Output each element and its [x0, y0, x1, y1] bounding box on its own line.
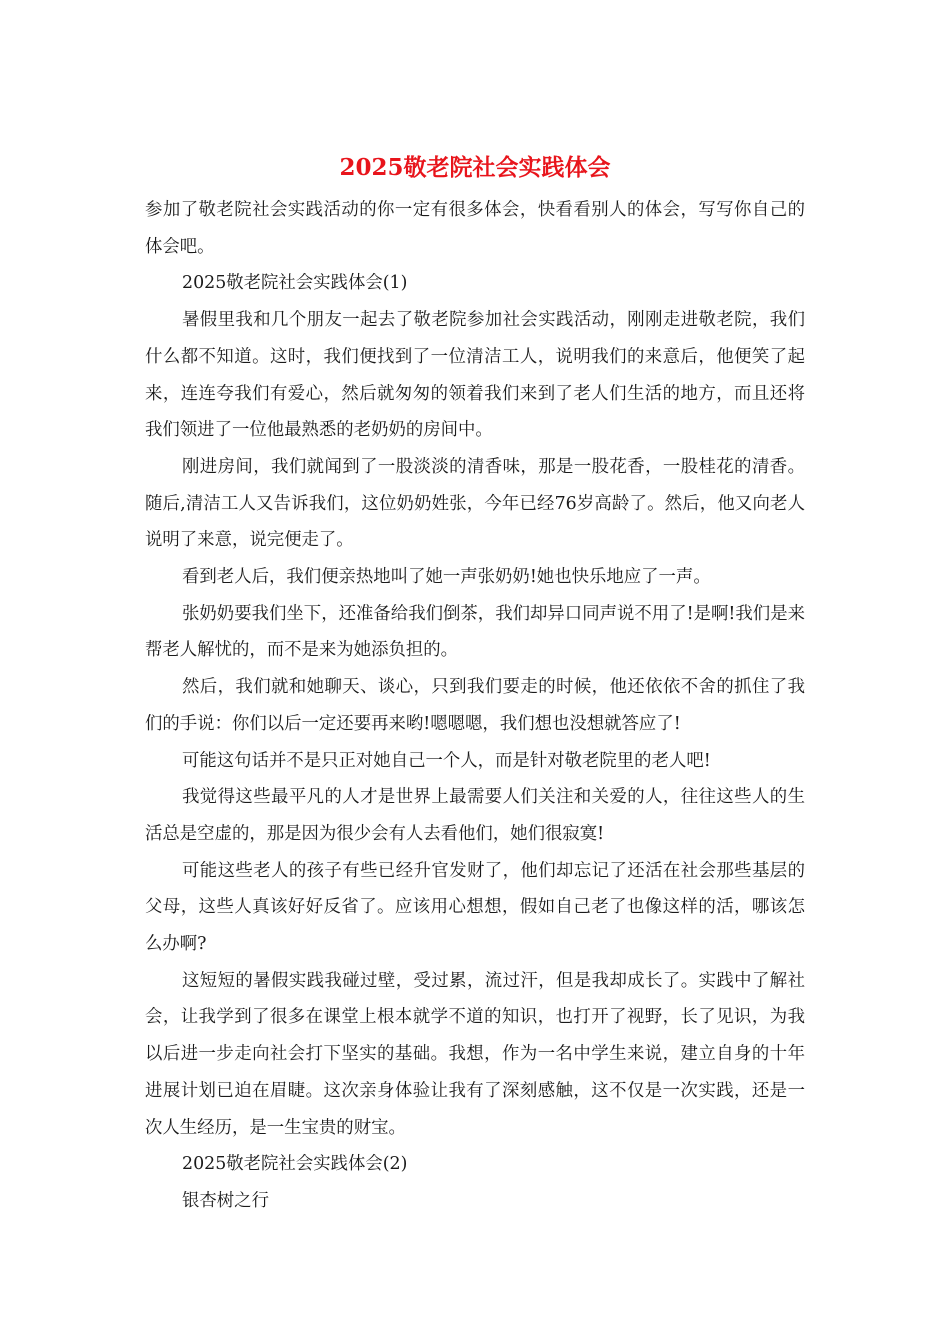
document-body [145, 192, 805, 1220]
section-heading-2: 2025敬老院社会实践体会(2) [182, 1154, 408, 1175]
intro-paragraph: 参加了敬老院社会实践活动的你一定有很多体会，快看看别人的体会，写写你自己的体会吧。 [145, 200, 805, 257]
body-paragraph: 可能这句话并不是只正对她自己一个人，而是针对敬老院里的老人吧! [182, 750, 711, 771]
section-heading-1: 2025敬老院社会实践体会(1) [182, 273, 408, 294]
body-paragraph: 这短短的暑假实践我碰过壁，受过累，流过汗，但是我却成长了。实践中了解社会，让我学到了很多在课堂上根本就学不道的知识，也打开了视野，长了见识，为我以后进一步走向社会打下坚实的基础。我想，作为一名中学生来说，建立自身的十年进展计划已迫在眉睫。这次亲身体验让我有了深刻感触，这不仅是一次实践，还是一次人生经历，是一生宝贵的财宝。 [145, 970, 805, 1138]
body-paragraph: 然后，我们就和她聊天、谈心，只到我们要走的时候，他还依依不舍的抓住了我们的手说：你们以后一定还要再来哟!嗯嗯嗯，我们想也没想就答应了! [145, 677, 805, 734]
body-paragraph: 可能这些老人的孩子有些已经升官发财了，他们却忘记了还活在社会那些基层的父母，这些人真该好好反省了。应该用心想想，假如自己老了也像这样的活，哪该怎么办啊? [145, 860, 805, 955]
body-paragraph: 刚进房间，我们就闻到了一股淡淡的清香味，那是一股花香，一股桂花的清香。随后,清洁工人又告诉我们，这位奶奶姓张，今年已经76岁高龄了。然后，他又向老人说明了来意，说完便走了。 [145, 456, 805, 551]
body-paragraph: 看到老人后，我们便亲热地叫了她一声张奶奶!她也快乐地应了一声。 [182, 567, 711, 588]
body-paragraph: 我觉得这些最平凡的人才是世界上最需要人们关注和关爱的人，往往这些人的生活总是空虚的，那是因为很少会有人去看他们，她们很寂寞! [145, 787, 805, 844]
body-paragraph: 张奶奶要我们坐下，还准备给我们倒茶，我们却异口同声说不用了!是啊!我们是来帮老人解忧的，而不是来为她添负担的。 [145, 603, 805, 661]
document-title: 2025敬老院社会实践体会 [339, 154, 611, 181]
subsection-title: 银杏树之行 [182, 1190, 269, 1211]
body-paragraph: 暑假里我和几个朋友一起去了敬老院参加社会实践活动，刚刚走进敬老院，我们什么都不知道。这时，我们便找到了一位清洁工人，说明我们的来意后，他便笑了起来，连连夸我们有爱心，然后就匆匆的领着我们来到了老人们生活的地方，而且还将我们领进了一位他最熟悉的老奶奶的房间中。 [145, 310, 805, 441]
